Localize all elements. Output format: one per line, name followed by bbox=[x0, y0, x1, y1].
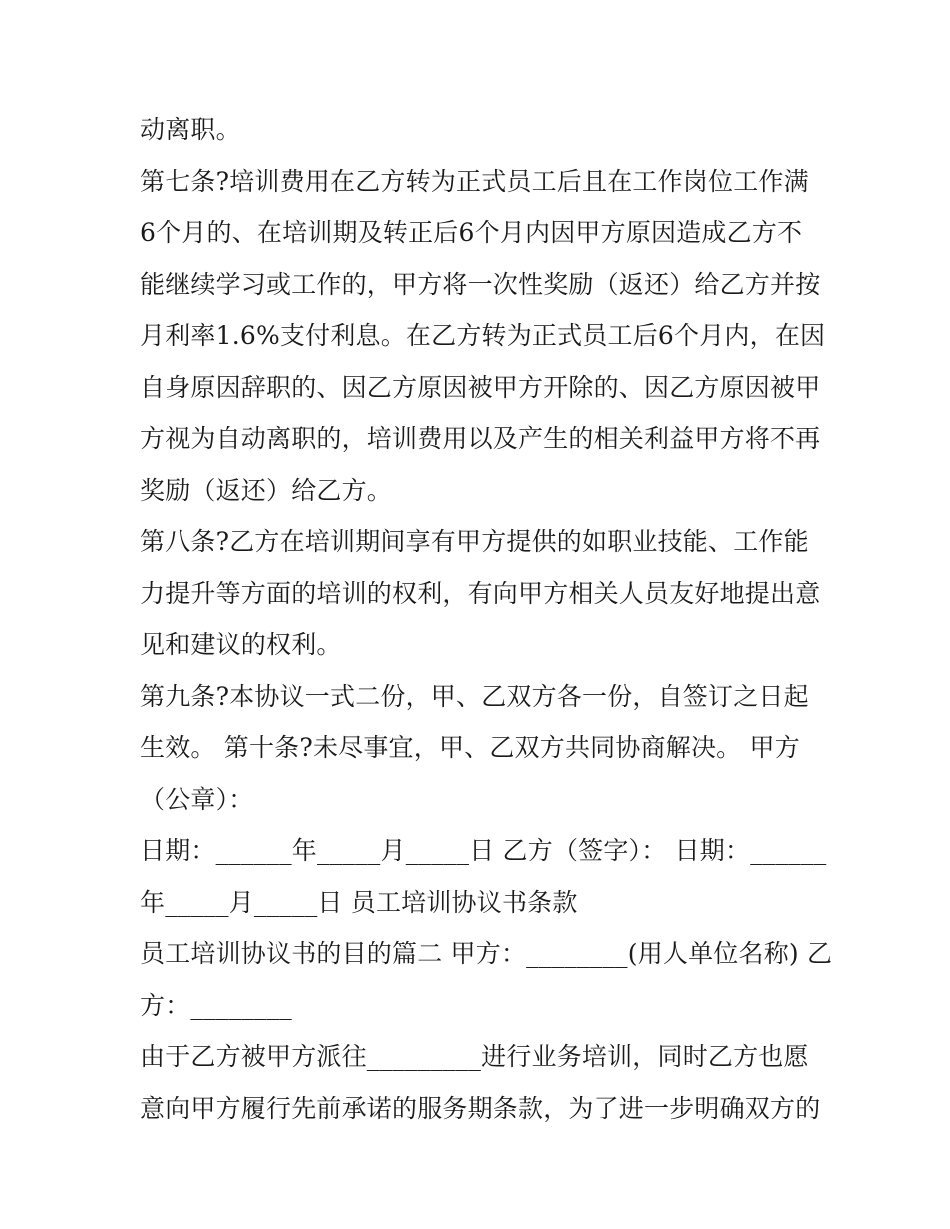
text-line: 员工培训协议书的目的篇二 甲方：________(用人单位名称) 乙 bbox=[140, 939, 833, 968]
text-line: 第七条?培训费用在乙方转为正式员工后且在工作岗位工作满 bbox=[140, 166, 809, 196]
text-line: 自身原因辞职的、因乙方原因被甲方开除的、因乙方原因被甲 bbox=[140, 372, 821, 402]
text-line: 由于乙方被甲方派往_________进行业务培训，同时乙方也愿 bbox=[140, 1042, 809, 1071]
text-line: 6个月的、在培训期及转正后6个月内因甲方原因造成乙方不 bbox=[140, 218, 803, 247]
text-line: 月利率1.6%支付利息。在乙方转为正式员工后6个月内，在因 bbox=[140, 321, 826, 350]
document-body bbox=[140, 104, 833, 1134]
text-line: 奖励（返还）给乙方。 bbox=[140, 475, 393, 505]
text-line: 年_____月_____日 员工培训协议书条款 bbox=[140, 887, 578, 917]
text-line: 日期：______年_____月_____日 乙方（签字）： 日期：______ bbox=[140, 836, 827, 865]
text-line: 力提升等方面的培训的权利，有向甲方相关人员友好地提出意 bbox=[140, 578, 821, 608]
text-line: 方：________ bbox=[140, 990, 293, 1020]
text-line: 见和建议的权利。 bbox=[140, 630, 342, 659]
text-line: 能继续学习或工作的，甲方将一次性奖励（返还）给乙方并按 bbox=[140, 269, 821, 299]
text-line: 意向甲方履行先前承诺的服务期条款，为了进一步明确双方的 bbox=[140, 1093, 821, 1123]
text-line: 生效。 第十条?未尽事宜，甲、乙双方共同协商解决。 甲方 bbox=[140, 733, 800, 762]
text-line: 第九条?本协议一式二份，甲、乙双方各一份，自签订之日起 bbox=[140, 681, 809, 711]
text-line: 动离职。 bbox=[140, 115, 241, 144]
text-line: 第八条?乙方在培训期间享有甲方提供的如职业技能、工作能 bbox=[140, 527, 809, 556]
text-line: （公章）： bbox=[140, 784, 254, 814]
text-line: 方视为自动离职的，培训费用以及产生的相关利益甲方将不再 bbox=[140, 424, 821, 453]
